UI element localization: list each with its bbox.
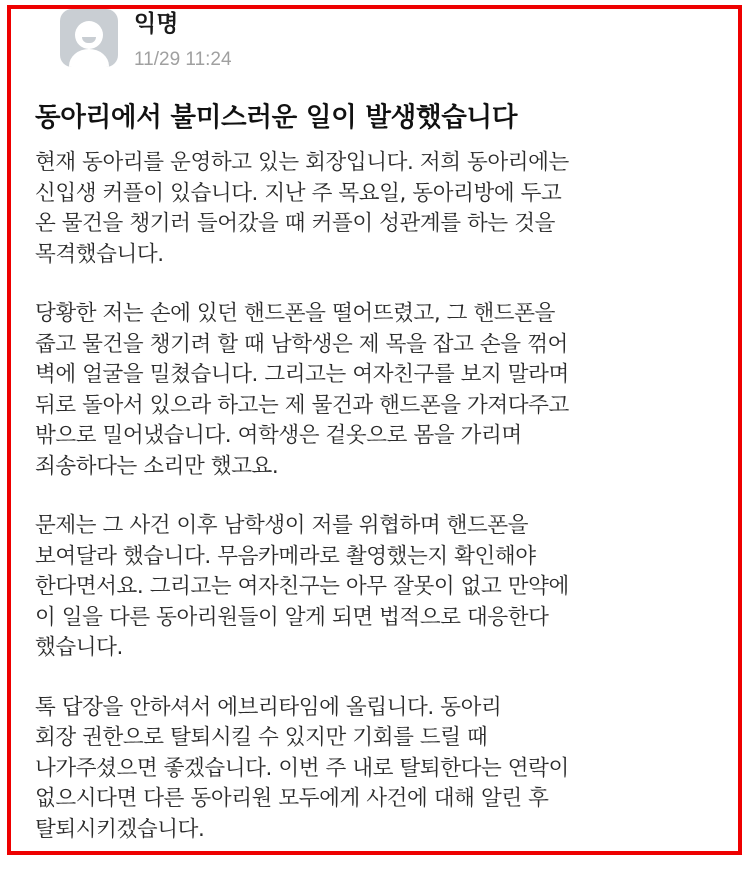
- body-line: 탈퇴시키겠습니다.: [35, 816, 205, 842]
- body-line: 벽에 얼굴을 밀쳤습니다. 그리고는 여자친구를 보지 말라며: [35, 362, 569, 387]
- post-header: [60, 9, 232, 73]
- body-line: 온 물건을 챙기러 들어갔을 때 커플이 성관계를 하는 것을: [35, 211, 555, 236]
- body-line: 현재 동아리를 운영하고 있는 회장입니다. 저희 동아리에는: [35, 150, 569, 175]
- body-line: 회장 권한으로 탈퇴시킬 수 있지만 기회를 드릴 때: [35, 725, 488, 750]
- body-line: 목격했습니다.: [35, 241, 164, 267]
- body-line: 뒤로 돌아서 있으라 하고는 제 물건과 핸드폰을 가져다주고: [35, 392, 569, 418]
- paragraph: [35, 148, 725, 270]
- body-line: 했습니다.: [35, 635, 123, 660]
- body-line: 톡 답장을 안하셔서 에브리타임에 올립니다. 동아리: [35, 694, 502, 720]
- body-line: 문제는 그 사건 이후 남학생이 저를 위협하며 핸드폰을: [35, 513, 529, 538]
- post-title: 동아리에서 불미스러운 일이 발생했습니다: [35, 102, 518, 133]
- post-meta: [134, 9, 232, 73]
- post-body: [35, 148, 725, 874]
- body-line: 없으시다면 다른 동아리원 모두에게 사건에 대해 알린 후: [35, 786, 549, 811]
- body-line: 줍고 물건을 챙기려 할 때 남학생은 제 목을 잡고 손을 꺾어: [35, 331, 568, 357]
- anonymous-user-icon[interactable]: [60, 9, 118, 67]
- paragraph: [35, 299, 725, 482]
- body-line: 당황한 저는 손에 있던 핸드폰을 떨어뜨렸고, 그 핸드폰을: [35, 301, 555, 326]
- author-name: 익명: [134, 11, 179, 37]
- body-line: 한다면서요. 그리고는 여자친구는 아무 잘못이 없고 만약에: [35, 574, 569, 599]
- body-line: 밖으로 밀어냈습니다. 여학생은 겉옷으로 몸을 가리며: [35, 423, 522, 448]
- body-line: 신입생 커플이 있습니다. 지난 주 목요일, 동아리방에 두고: [35, 180, 562, 206]
- avatar-body: [69, 49, 109, 67]
- body-line: 보여달라 했습니다. 무음카메라로 촬영했는지 확인해야: [35, 543, 536, 569]
- paragraph: [35, 511, 725, 664]
- post-timestamp: 11/29 11:24: [134, 49, 232, 70]
- body-line: 죄송하다는 소리만 했고요.: [35, 453, 279, 479]
- paragraph: [35, 693, 725, 846]
- avatar-head: [75, 21, 103, 49]
- body-line: 이 일을 다른 동아리원들이 알게 되면 법적으로 대응한다: [35, 604, 549, 630]
- body-line: 나가주셨으면 좋겠습니다. 이번 주 내로 탈퇴한다는 연락이: [35, 755, 569, 781]
